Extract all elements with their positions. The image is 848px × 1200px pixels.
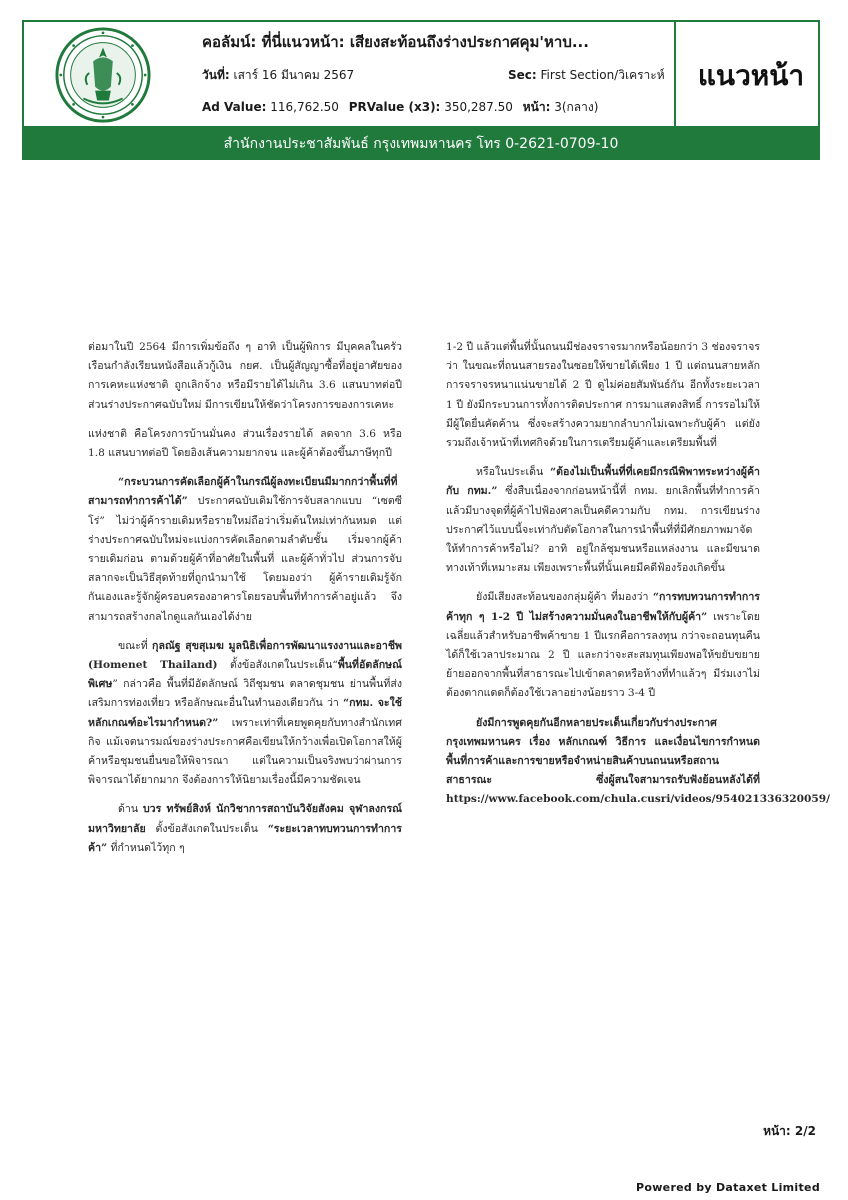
section-value: First Section/วิเคราะห์: [540, 68, 665, 82]
paragraph: ด้าน บวร ทรัพย์สิงห์ นักวิชาการสถาบันวิจัยสังคม จุฬาลงกรณ์มหาวิทยาลัย ตั้งข้อสังเกตในประเด็น “ระยะเวลาทบทวนการทำการค้า” ที่กำหนดไว้ทุก ๆ: [88, 803, 402, 854]
pr-value-label: PRValue (x3):: [348, 100, 441, 114]
paragraph: แห่งชาติ คือโครงการบ้านมั่นคง ส่วนเรื่องรายได้ ลดจาก 3.6 หรือ 1.8 แสนบาทต่อปี โดยอิงเส้นความยากจน และผู้ค้าต้องขึ้นภาษีทุกปี: [88, 427, 402, 460]
page-number-label: หน้า:: [763, 1124, 791, 1138]
page-number-value: 2/2: [794, 1124, 816, 1138]
newspaper-brand: แนวหน้า: [697, 59, 805, 92]
ad-value: 116,762.50: [270, 100, 339, 114]
powered-by: Powered by Dataxet Limited: [636, 1181, 820, 1194]
article-column-right: [446, 338, 830, 820]
column-title-text: ที่นี่แนวหน้า: เสียงสะท้อนถึงร่างประกาศคุม'หาบ...: [261, 33, 589, 51]
article-column-left: [88, 338, 402, 868]
paragraph: ยังมีเสียงสะท้อนของกลุ่มผู้ค้า ที่มองว่า “การทบทวนการทำการค้าทุก ๆ 1-2 ปี ไม่สร้างความมั่นคงในอาชีพให้กับผู้ค้า” เพราะโดยเฉลี่ยแล้วสำหรับอาชีพค้าขาย 1 ปีแรกคือการลงทุน กว่าจะถอนทุนคืนได้ก็ใช้เวลาประมาณ 2 ปี และกว่าจะสะสมทุนเพียงพอให้ขยับขยายย้ายออกจากพื้นที่สาธารณะไปเข้าตลาดหรือห้างที่ทำแล้วๆ มีร่มเงาไม่ต้องตากแดดก็ต้องใช้เวลาอย่างน้อยราว 3-4 ปี: [446, 591, 761, 700]
date-value: เสาร์ 16 มีนาคม 2567: [233, 68, 355, 82]
paragraph: “กระบวนการคัดเลือกผู้ค้าในกรณีผู้ลงทะเบียนมีมากกว่าพื้นที่ที่สามารถทำการค้าได้” ประกาศฉบับเดิมใช้การจับสลากแบบ “เซตซีโร่” ไม่ว่าผู้ค้ารายเดิมหรือรายใหม่ถือว่าเริ่มต้นใหม่เท่ากันหมด แต่ร่างประกาศฉบับใหม่จะแบ่งการคัดเลือกตามลำดับชั้น เริ่มจากผู้ค้ารายเดิมก่อน ตามด้วยผู้ค้าที่อาศัยในพื้นที่ และผู้ค้าทั่วไป ส่วนการจับสลากจะเป็นวิธีสุดท้ายที่ถูกนำมาใช้ โดยมองว่า ผู้ค้ารายเดิมรู้จักกันเองและรู้จักผู้ครอบครองอาคารโดยรอบพื้นที่ทำการค้าอยู่แล้ว จึงสามารถสร้างกลไกดูแลกันเองได้ง่าย: [88, 476, 402, 623]
date-row: [202, 66, 354, 85]
page-number: [763, 1122, 816, 1141]
paragraph: หรือในประเด็น “ต้องไม่เป็นพื้นที่ที่เคยมีกรณีพิพาทระหว่างผู้ค้ากับ กทม.” ซึ่งสืบเนื่องจากก่อนหน้านี้ที่ กทม. ยกเลิกพื้นที่ทำการค้า แล้วมีบางจุดที่ผู้ค้าไปฟ้องศาลเป็นคดีความกับ กทม. การเขียนร่างประกาศไว้แบบนี้จะเท่ากับตัดโอกาสในการนำพื้นที่ที่มีศักยภาพมาจัดให้ทำการค้าหรือไม่? อาทิ อยู่ใกล้ชุมชนหรือแหล่งงาน และมีขนาดทางเท้าที่เหมาะสม เพียงเพราะพื้นที่นั้นเคยมีคดีฟ้องร้องเกิดขึ้น: [446, 466, 760, 575]
paragraph: ต่อมาในปี 2564 มีการเพิ่มข้อถึง ๆ อาทิ เป็นผู้พิการ มีบุคคลในครัวเรือนกำลังเรียนหนังสือแล้วกู้เงิน กยศ. เป็นผู้สัญญาซื้อที่อยู่อาศัยของการเคหะแห่งชาติ ถูกเลิกจ้าง หรือมีรายได้ไม่เกิน 3.6 แสนบาทต่อปี ส่วนร่างประกาศฉบับใหม่ มีการเขียนให้ชัดว่าโครงการของการเคหะ: [88, 341, 402, 411]
section-row: [508, 66, 665, 85]
section-label: Sec:: [508, 68, 537, 82]
page-value: 3(กลาง): [554, 100, 599, 114]
pr-value: 350,287.50: [444, 100, 513, 114]
date-label: วันที่:: [202, 68, 230, 82]
paragraph: ยังมีการพูดคุยกันอีกหลายประเด็นเกี่ยวกับร่างประกาศกรุงเทพมหานคร เรื่อง หลักเกณฑ์ วิธีการ และเงื่อนไขการกำหนดพื้นที่การค้าและการขายหรือจำหน่ายสินค้าบนถนนหรือสถานสาธารณะ ซึ่งผู้สนใจสามารถรับฟังย้อนหลังได้ที่ https://www.facebook.com/chula.cusri/videos/954021336320059/: [446, 716, 830, 806]
clipping-header: [22, 20, 820, 128]
agency-bar: สำนักงานประชาสัมพันธ์ กรุงเทพมหานคร โทร 0-2621-0709-10: [22, 128, 820, 160]
bangkok-seal-icon: [54, 26, 152, 124]
ad-value-label: Ad Value:: [202, 100, 267, 114]
column-title: [202, 30, 589, 54]
paragraph: ขณะที่ กุลณัฐ สุขสุเมฆ มูลนิธิเพื่อการพัฒนาแรงงานและอาชีพ (Homenet Thailand) ตั้งข้อสังเกตในประเด็น“พื้นที่อัตลักษณ์พิเศษ” กล่าวคือ พื้นที่มีอัตลักษณ์ วิถีชุมชน ตลาดชุมชน ย่านพื้นที่ส่งเสริมการท่องเที่ยว หรือลักษณะอื่นในทำนองเดียวกัน ว่า “กทม. จะใช้หลักเกณฑ์อะไรมากำหนด?” เพราะเท่าที่เคยพูดคุยกับทางสำนักเทศกิจ แม้เจตนารมณ์ของร่างประกาศคือเขียนให้กว้างเพื่อเปิดโอกาสให้ผู้ค้าหรือชุมชนยื่นขอให้พิจารณา แต่ในความเป็นจริงพบว่าผ่านการพิจารณาได้ยากมาก จึงต้องการให้นิยามเรื่องนี้มีความชัดเจน: [88, 639, 402, 787]
column-title-label: คอลัมน์:: [202, 33, 257, 51]
header-divider: [674, 22, 676, 126]
value-row: [202, 98, 598, 117]
page-label: หน้า:: [522, 100, 551, 114]
paragraph: 1-2 ปี แล้วแต่พื้นที่นั้นถนนมีช่องจราจรมากหรือน้อยกว่า 3 ช่องจราจร ว่า ในขณะที่ถนนสายรองในซอยให้ขายได้เพียง 1 ปี แต่ถนนสายหลักการจราจรหนาแน่นขายได้ 2 ปี ดูไม่ค่อยสัมพันธ์กัน อีกทั้งระยะเวลา 1 ปี ยังมีกระบวนการทั้งการติดประกาศ การมาแสดงสิทธิ์ การรอไม่ให้มีผู้ใดยื่นคัดค้าน ซึ่งจะสร้างความยากลำบากไม่เฉพาะกับผู้ค้า แต่ยังรวมถึงเจ้าหน้าที่เทศกิจด้วยในการเตรียมผู้ค้าและเตรียมพื้นที่: [446, 341, 760, 450]
